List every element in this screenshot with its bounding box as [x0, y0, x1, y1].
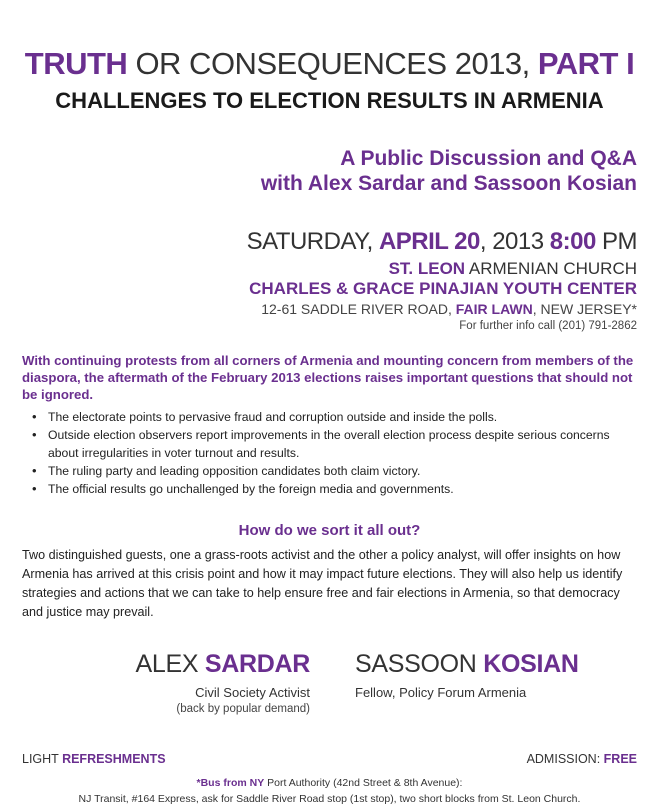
address-city: FAIR LAWN: [455, 301, 533, 317]
bullet-icon: •: [32, 427, 37, 442]
event-date: [247, 228, 637, 256]
refreshments-note: LIGHT REFRESHMENTS: [22, 752, 166, 766]
address-street: 12-61 SADDLE RIVER ROAD,: [261, 301, 456, 317]
discussion-heading: [261, 146, 637, 196]
list-item: • The official results go unchallenged by the foreign media and governments.: [32, 481, 454, 496]
address-state: , NEW JERSEY*: [532, 301, 637, 317]
speaker-name: SASSOON KOSIAN: [355, 650, 579, 678]
speaker-sardar: [135, 650, 310, 715]
bullet-icon: •: [32, 463, 37, 478]
issues-list: [22, 408, 642, 498]
bullet-icon: •: [32, 409, 37, 424]
event-ampm: PM: [595, 228, 637, 255]
event-day: SATURDAY,: [246, 228, 379, 255]
speaker-note: (back by popular demand): [176, 703, 310, 715]
title-line-1: [0, 46, 659, 82]
discussion-line-1: A Public Discussion and Q&A: [340, 147, 637, 170]
bus-info-line-1: *Bus from NY Port Authority (42nd Street & 8th Avenue):: [196, 777, 463, 789]
list-item: • The electorate points to pervasive fraud and corruption outside and inside the polls.: [32, 409, 498, 424]
intro-paragraph: With continuing protests from all corners of Armenia and mounting concern from members of the diaspora, the aftermath of the February 2013 elections raises important questions that should not be ignored.: [22, 353, 634, 402]
speaker-role: Fellow, Policy Forum Armenia: [355, 685, 527, 700]
speaker-role: Civil Society Activist: [195, 685, 310, 700]
title-line-2: CHALLENGES TO ELECTION RESULTS IN ARMENIA: [55, 88, 604, 113]
speaker-name: ALEX SARDAR: [135, 650, 310, 678]
question-heading: How do we sort it all out?: [238, 522, 421, 539]
bullet-icon: •: [32, 481, 37, 496]
title-part: PART I: [537, 46, 635, 81]
title-truth: TRUTH: [24, 46, 128, 81]
description-paragraph: Two distinguished guests, one a grass-roots activist and the other a policy analyst, will offer insights on how Armenia has arrived at this crisis point and how it may impact future elections. They will also help us identify strategies and actions that we can take to help ensure free and fair elections in Armenia, so that democracy and justice may prevail.: [22, 548, 623, 619]
speaker-kosian: [355, 650, 579, 700]
event-time: 8:00: [549, 228, 596, 255]
title-middle: OR CONSEQUENCES 2013,: [127, 46, 538, 81]
info-phone: For further info call (201) 791-2862: [459, 320, 637, 332]
event-year: , 2013: [479, 228, 550, 255]
venue-center: CHARLES & GRACE PINAJIAN YOUTH CENTER: [249, 279, 637, 298]
list-item: • Outside election observers report improvements in the overall election process despite serious concerns about irregularities in voter turnout and results.: [32, 427, 610, 460]
church-rest: ARMENIAN CHURCH: [465, 259, 637, 278]
venue-address: [247, 301, 637, 317]
event-details: [247, 228, 637, 332]
discussion-line-2: with Alex Sardar and Sassoon Kosian: [260, 172, 637, 195]
list-item: • The ruling party and leading opposition candidates both claim victory.: [32, 463, 421, 478]
admission-note: ADMISSION: FREE: [526, 752, 637, 766]
venue-church: [247, 259, 637, 279]
bus-info-line-2: NJ Transit, #164 Express, ask for Saddle River Road stop (1st stop), two short blocks from St. Leon Church.: [78, 793, 581, 805]
church-name: ST. LEON: [388, 259, 466, 278]
event-date-value: APRIL 20: [378, 228, 480, 255]
